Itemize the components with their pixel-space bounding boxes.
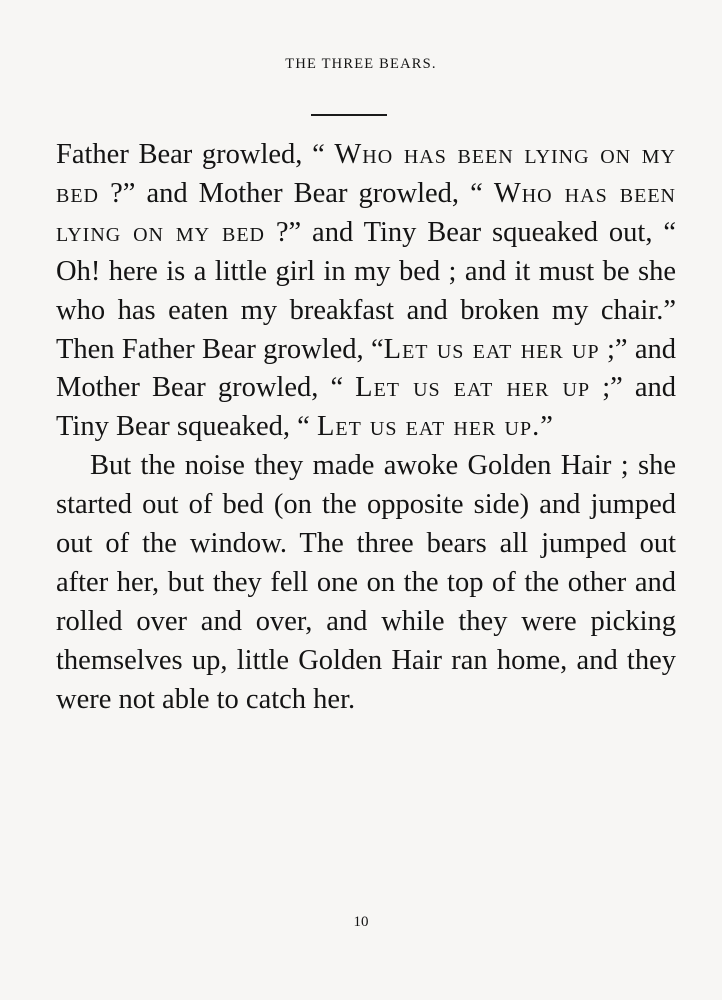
header-rule xyxy=(311,114,387,116)
small-caps-segment: Who has been lying on my bed xyxy=(56,139,676,209)
text-segment: ;” and Tiny Bear squeaked, “ xyxy=(56,372,676,443)
text-segment: ;” and Mother Bear growled, “ xyxy=(56,333,677,404)
paragraph-1 xyxy=(56,136,676,447)
page-number: 10 xyxy=(353,914,369,930)
text-segment: ?” and Mother Bear growled, “ xyxy=(99,177,494,209)
small-caps-segment: Let us eat her up xyxy=(383,333,600,365)
small-caps-segment: Let us eat her up xyxy=(355,372,591,404)
text-segment: Father Bear growled, “ xyxy=(56,139,335,170)
small-caps-segment: Who has been lying on my bed xyxy=(56,177,676,248)
text-segment: ?” and Tiny Bear squeaked out, “ Oh! here is a little girl in my bed ; and it must be she who has eaten my breakfast and broken my chair.” Then Father Bear growled, “ xyxy=(56,216,676,365)
paragraph-2: But the noise they made awoke Golden Hair ; she started out of bed (on the opposite side) and jumped out of the window. The three bears all jumped out after her, but they fell one on the top of the other and rolled over and over, and while they were picking themselves up, little Golden Hair ran home, and they were not able to catch her. xyxy=(56,450,676,715)
body-text xyxy=(56,136,676,720)
text-segment: ” xyxy=(540,411,553,443)
running-header: THE THREE BEARS. xyxy=(285,56,437,72)
small-caps-segment: Let us eat her up. xyxy=(316,411,541,443)
